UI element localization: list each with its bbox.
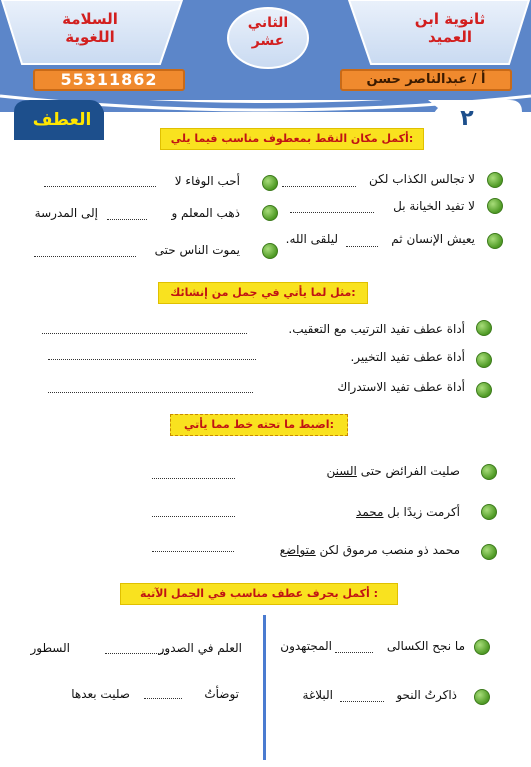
blank-line bbox=[152, 516, 235, 517]
bullet-icon bbox=[481, 544, 497, 560]
bullet-icon bbox=[487, 198, 503, 214]
exercise-line bbox=[326, 464, 460, 478]
exercise-line: العلم في الصدور bbox=[158, 641, 242, 655]
blank-line bbox=[335, 652, 373, 653]
exercise-line: ذاكرتُ النحو bbox=[396, 688, 457, 702]
lesson-number: ٢ bbox=[460, 106, 474, 131]
exercise-line-end: البلاغة bbox=[302, 688, 333, 702]
exercise-line: توضأتُ bbox=[204, 687, 239, 701]
section2-banner: مثل لما يأتي في جمل من إنشائك: bbox=[158, 282, 368, 304]
exercise-line: أداة عطف تفيد التخيير. bbox=[350, 350, 465, 364]
exercise-line: يعيش الإنسان ثم bbox=[391, 232, 475, 246]
topic-line2: اللغوية bbox=[65, 28, 115, 46]
blank-line bbox=[144, 698, 182, 699]
topic-name bbox=[30, 10, 150, 46]
bullet-icon bbox=[481, 464, 497, 480]
bullet-icon bbox=[487, 172, 503, 188]
exercise-line-end: صليت بعدها bbox=[71, 687, 130, 701]
exercise-line-end: السطور bbox=[30, 641, 70, 655]
page-header bbox=[0, 0, 531, 112]
phone-number-box bbox=[33, 69, 185, 91]
blank-line bbox=[107, 219, 147, 220]
blank-line bbox=[290, 212, 374, 213]
section4-banner: أكمل بحرف عطف مناسب في الجمل الآتية : bbox=[120, 583, 398, 605]
grade-line2: عشر bbox=[251, 33, 285, 49]
section3-banner: اضبط ما تحته خط مما يأتي: bbox=[170, 414, 348, 436]
lesson-title: العطف bbox=[32, 110, 92, 130]
school-name-line1: ثانوية ابن bbox=[414, 10, 486, 28]
exercise-line: لا تجالس الكذاب لكن bbox=[369, 172, 475, 186]
blank-line bbox=[48, 359, 256, 360]
blank-line bbox=[152, 551, 234, 552]
bullet-icon bbox=[476, 352, 492, 368]
bullet-icon bbox=[476, 382, 492, 398]
sentence-text: صليت الفرائض حتى bbox=[356, 464, 460, 478]
school-name-line2: العميد bbox=[427, 28, 473, 46]
bullet-icon bbox=[476, 320, 492, 336]
exercise-line: يموت الناس حتى bbox=[154, 243, 240, 257]
bullet-icon bbox=[474, 639, 490, 655]
blank-line bbox=[340, 701, 384, 702]
exercise-line bbox=[280, 543, 460, 557]
blank-line bbox=[34, 256, 136, 257]
topic-line1: السلامة bbox=[62, 10, 118, 28]
grade-label bbox=[236, 14, 300, 50]
blank-line bbox=[105, 653, 167, 654]
bullet-icon bbox=[474, 689, 490, 705]
teacher-name-box bbox=[340, 69, 512, 91]
blank-line bbox=[346, 246, 378, 247]
column-divider bbox=[263, 615, 266, 760]
blank-line bbox=[282, 186, 356, 187]
sentence-text: أكرمت زيدًا بل bbox=[383, 505, 460, 519]
bullet-icon bbox=[262, 205, 278, 221]
exercise-line: أحب الوفاء لا bbox=[174, 174, 240, 188]
school-name bbox=[395, 10, 505, 46]
bullet-icon bbox=[262, 175, 278, 191]
underlined-word: محمد bbox=[356, 505, 384, 519]
exercise-line bbox=[356, 505, 460, 519]
section1-banner: أكمل مكان النقط بمعطوف مناسب فيما يلي: bbox=[160, 128, 424, 150]
blank-line bbox=[42, 333, 247, 334]
underlined-word: متواضع bbox=[279, 543, 316, 557]
underlined-word: السنن bbox=[326, 464, 357, 478]
phone-number: 55311862 bbox=[60, 70, 158, 89]
exercise-line-end: إلى المدرسة bbox=[34, 206, 98, 220]
exercise-line: لا تفيد الخيانة بل bbox=[393, 199, 475, 213]
exercise-line: ذهب المعلم و bbox=[171, 206, 240, 220]
bullet-icon bbox=[487, 233, 503, 249]
blank-line bbox=[44, 186, 156, 187]
teacher-name: أ / عبدالناصر حسن bbox=[366, 72, 486, 87]
exercise-line: أداة عطف تفيد الاستدراك bbox=[337, 380, 465, 394]
bullet-icon bbox=[481, 504, 497, 520]
blank-line bbox=[48, 392, 253, 393]
exercise-line-end: ليلقى الله. bbox=[285, 232, 338, 246]
bullet-icon bbox=[262, 243, 278, 259]
blank-line bbox=[152, 478, 235, 479]
exercise-line: ما نجح الكسالى bbox=[386, 639, 465, 653]
exercise-line-end: المجتهدون bbox=[280, 639, 332, 653]
grade-line1: الثاني bbox=[247, 15, 289, 31]
exercise-line: أداة عطف تفيد الترتيب مع التعقيب. bbox=[288, 322, 465, 336]
sentence-text: محمد ذو منصب مرموق لكن bbox=[315, 543, 460, 557]
